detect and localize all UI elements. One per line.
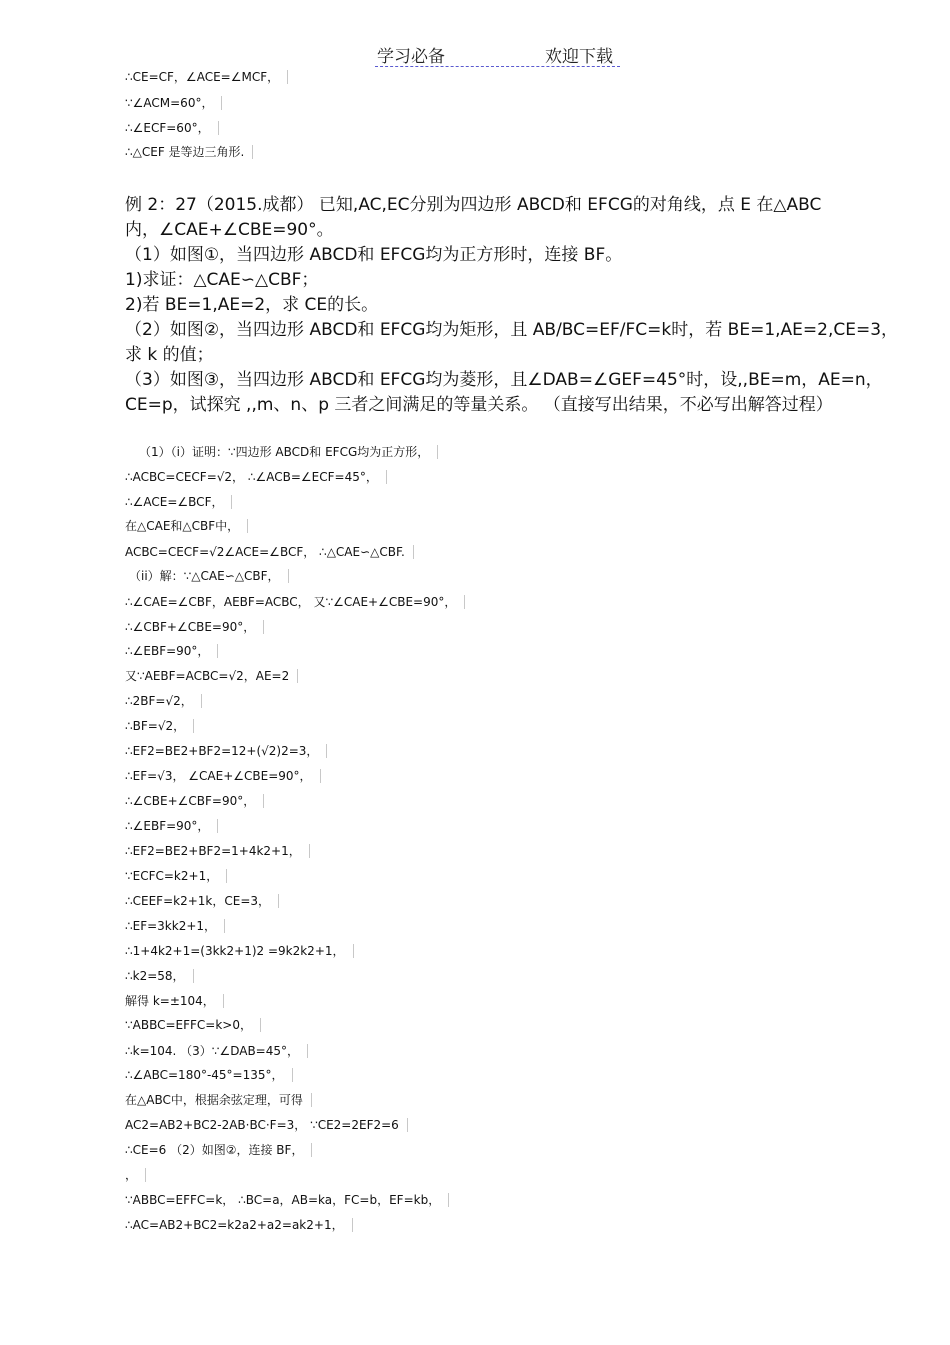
solution-line-26: ∴∠ABC=180°-45°=135°， (125, 1068, 293, 1082)
solution-line-12: ∴BF=√2， (125, 719, 194, 733)
solution-line-14: ∴EF=√3， ∠CAE+∠CBE=90°， (125, 769, 321, 783)
solution-line-27: 在△ABC中，根据余弦定理，可得 (125, 1093, 312, 1107)
problem-line-7: 求 k 的值； (125, 345, 214, 365)
solution-line-18: ∵ECFC=k2+1， (125, 869, 227, 883)
solution-line-13: ∴EF2=BE2+BF2=12+(√2)2=3， (125, 744, 327, 758)
problem-line-2: 内，∠CAE+∠CBE=90°。 (125, 220, 334, 240)
problem-line-4: 1)求证：△CAE∽△CBF； (125, 270, 319, 290)
top-line-3: ∴∠ECF=60°， (125, 121, 219, 135)
header-left-text: 学习必备 (377, 47, 445, 67)
top-line-2: ∵∠ACM=60°， (125, 96, 222, 110)
solution-line-20: ∴EF=3kk2+1， (125, 919, 225, 933)
solution-line-23: 解得 k=±104， (125, 994, 224, 1008)
solution-line-19: ∴CEEF=k2+1k，CE=3， (125, 894, 279, 908)
solution-line-4: 在△CAE和△CBF中， (125, 519, 248, 533)
solution-line-9: ∴∠EBF=90°， (125, 644, 218, 658)
solution-line-3: ∴∠ACE=∠BCF， (125, 495, 232, 509)
top-line-1: ∴CE=CF，∠ACE=∠MCF， (125, 70, 288, 84)
problem-line-3: （1）如图①，当四边形 ABCD和 EFCG均为正方形时，连接 BF。 (125, 245, 623, 265)
solution-line-29: ∴CE=6 （2）如图②，连接 BF， (125, 1143, 312, 1157)
solution-line-32: ∴AC=AB2+BC2=k2a2+a2=ak2+1， (125, 1218, 353, 1232)
solution-line-5: ACBC=CECF=√2∠ACE=∠BCF， ∴△CAE∽△CBF. (125, 545, 414, 559)
solution-line-6: （ii）解：∵△CAE∽△CBF， (125, 569, 289, 583)
solution-line-11: ∴2BF=√2， (125, 694, 202, 708)
problem-line-1: 例 2：27（2015.成都） 已知,AC,EC分别为四边形 ABCD和 EFCG的对角线，点 E 在△ABC (125, 195, 822, 215)
solution-line-22: ∴k2=58， (125, 969, 194, 983)
solution-line-2: ∴ACBC=CECF=√2， ∴∠ACB=∠ECF=45°， (125, 470, 387, 484)
problem-line-9: CE=p，试探究 ,,m、n、p 三者之间满足的等量关系。 （直接写出结果，不必写出解答过程） (125, 395, 833, 415)
solution-line-7: ∴∠CAE=∠CBF，AEBF=ACBC， 又∵∠CAE+∠CBE=90°， (125, 595, 465, 609)
solution-line-21: ∴1+4k2+1=(3kk2+1)2 =9k2k2+1， (125, 944, 354, 958)
page-header (375, 42, 620, 67)
problem-line-8: （3）如图③，当四边形 ABCD和 EFCG均为菱形，且∠DAB=∠GEF=45°时，设,,BE=m，AE=n， (125, 370, 883, 390)
solution-line-16: ∴∠EBF=90°， (125, 819, 218, 833)
solution-line-17: ∴EF2=BE2+BF2=1+4k2+1， (125, 844, 310, 858)
solution-line-30: ， (125, 1168, 146, 1182)
problem-line-6: （2）如图②，当四边形 ABCD和 EFCG均为矩形，且 AB/BC=EF/FC=k时，若 BE=1,AE=2,CE=3， (125, 320, 899, 340)
solution-line-25: ∴k=104. （3）∵∠DAB=45°， (125, 1044, 308, 1058)
solution-line-28: AC2=AB2+BC2-2AB·BC·F=3， ∵CE2=2EF2=6 (125, 1118, 408, 1132)
problem-line-5: 2)若 BE=1,AE=2，求 CE的长。 (125, 295, 379, 315)
solution-line-31: ∵ABBC=EFFC=k， ∴BC=a，AB=ka，FC=b，EF=kb， (125, 1193, 449, 1207)
solution-line-10: 又∵AEBF=ACBC=√2，AE=2 (125, 669, 298, 683)
solution-line-8: ∴∠CBF+∠CBE=90°， (125, 620, 264, 634)
solution-line-1: （1）（i）证明：∵四边形 ABCD和 EFCG均为正方形， (125, 445, 438, 459)
solution-line-24: ∵ABBC=EFFC=k>0， (125, 1018, 261, 1032)
solution-line-15: ∴∠CBE+∠CBF=90°， (125, 794, 264, 808)
top-line-4: ∴△CEF 是等边三角形. (125, 145, 253, 159)
header-right-text: 欢迎下载 (545, 47, 613, 67)
